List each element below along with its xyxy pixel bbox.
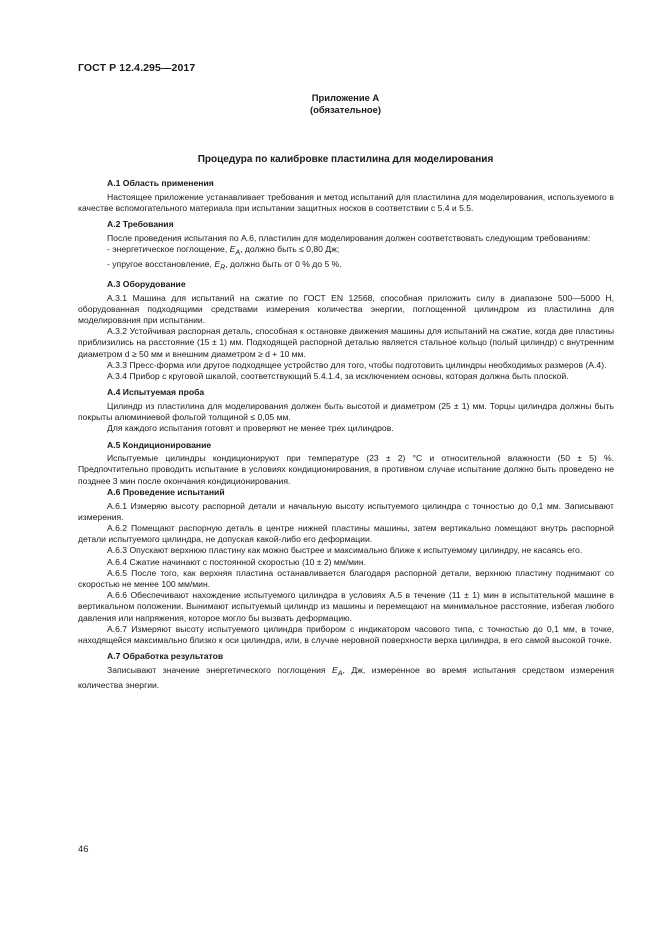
document-title: Процедура по калибровке пластилина для моделирования	[197, 154, 494, 165]
symbol: $E_R$	[214, 258, 226, 272]
section-heading: А.5 Кондиционирование	[107, 439, 212, 450]
paragraph: А.6.6 Обеспечивают нахождение испытуемого цилиндра в условиях А.5 в течение (11 ± 1) мин в испытательной машине в вертикальном положении. Вынимают испытуемый цилиндр из машины и перемещают на минимальное расстояние, избегая любого давления или напряжения, которое могло бы вызвать деформацию.	[78, 590, 614, 623]
paragraph: А.3.3 Пресс-форма или другое подходящее устройство для того, чтобы подготовить цилиндры необходимых размеров (А.4).	[107, 359, 607, 370]
paragraph: А.6.1 Измеряю высоту распорной детали и начальную высоту испытуемого цилиндра с точностью до 0,1 мм. Записывают измерения.	[78, 500, 614, 522]
paragraph: А.3.4 Прибор с круговой шкалой, соответствующий 5.4.1.4, за исключением основы, которая должна быть плоской.	[107, 370, 569, 381]
list-item-text: - упругое восстановление,	[107, 258, 215, 269]
list-item	[78, 259, 614, 274]
standard-code: ГОСТ Р 12.4.295—2017	[78, 62, 196, 74]
paragraph: А.3.2 Устойчивая распорная деталь, способная к остановке движения машины для испытаний на сжатие, когда две пластины приблизились на расстояние (15 ± 1) мм. Подходящей распорной деталью является стальное кольцо (полый цилиндр) с внутренним диаметром d ≥ 50 мм и внешним диаметром ≥ d + 10 мм.	[78, 326, 614, 359]
paragraph: А.6.7 Измеряют высоту испытуемого цилиндра прибором с индикатором часового типа, с точностью до 0,1 мм, в точке, находящейся максимально близко к оси цилиндра, или, в случае неровной поверхности верха цилиндра, в его самой высокой точке.	[78, 623, 614, 645]
section-heading: А.6 Проведение испытаний	[107, 486, 225, 497]
list-item-text: - энергетическое поглощение,	[107, 244, 230, 255]
section-heading: А.7 Обработка результатов	[107, 651, 224, 662]
annex-title: Приложение А	[311, 92, 380, 103]
list-item-text: , должно быть ≤ 0,80 Дж;	[240, 244, 340, 255]
page-number: 46	[78, 843, 89, 854]
symbol: $E_A$	[229, 244, 241, 257]
paragraph: После проведения испытания по А.6, пластилин для моделирования должен соответствовать следующим требованиям:	[107, 232, 591, 243]
symbol: $E_A$	[332, 664, 343, 678]
section-heading: А.4 Испытуемая проба	[107, 387, 205, 398]
paragraph: А.6.4 Сжатие начинают с постоянной скоростью (10 ± 2) мм/мин.	[107, 556, 366, 567]
paragraph: Для каждого испытания готовят и проверяют не менее трех цилиндров.	[107, 423, 394, 434]
annex-status: (обязательное)	[310, 104, 381, 115]
annex-header	[0, 92, 661, 116]
list-item-text: , должно быть от 0 % до 5 %.	[225, 258, 342, 269]
paragraph: А.6.2 Помещают распорную деталь в центре нижней пластины машины, затем вертикально помещают внутрь распорной детали испытуемого цилиндра, не допуская какой-либо его деформации.	[78, 522, 614, 545]
paragraph: Записывают значение энергетического поглощения $E_A$, Дж, измеренное во время испытания средством измерения количества энергии.	[78, 664, 614, 690]
paragraph: Испытуемые цилиндры кондиционируют при температуре (23 ± 2) °С и относительной влажности (50 ± 5) %. Предпочтительно проводить испытание в условиях кондиционирования, в противном случае испытание должно быть проведено не позднее 3 мин после окончания кондиционирования.	[78, 453, 614, 486]
section-heading: А.3 Оборудование	[107, 278, 186, 289]
paragraph: Настоящее приложение устанавливает требования и метод испытаний для пластилина для моделирования, используемого в качестве вспомогательного материала при испытании защитных носков в соответствии с 5.4 и 5.5.	[78, 191, 614, 213]
document-body	[78, 178, 614, 691]
paragraph: Цилиндр из пластилина для моделирования должен быть высотой и диаметром (25 ± 1) мм. Торцы цилиндра должны быть покрыты алюминиевой фольгой толщиной ≤ 0,05 мм.	[78, 400, 614, 423]
paragraph: А.6.3 Опускают верхнюю пластину как можно быстрее и максимально ближе к испытуемому цилиндру, не касаясь его.	[107, 545, 583, 556]
list-item	[78, 244, 614, 259]
section-heading: А.2 Требования	[107, 219, 174, 230]
paragraph: А.3.1 Машина для испытаний на сжатие по ГОСТ EN 12568, способная приложить силу в диапазоне 500—5000 Н, оборудованная подходящими средствами измерения количества энергии, поглощенной цилиндром из пластилина для моделирования при испытании.	[78, 292, 614, 325]
paragraph: А.6.5 После того, как верхняя пластина останавливается благодаря распорной детали, верхнюю пластину поднимают со скоростью не менее 100 мм/мин.	[78, 567, 614, 589]
section-heading: А.1 Область применения	[107, 178, 214, 188]
